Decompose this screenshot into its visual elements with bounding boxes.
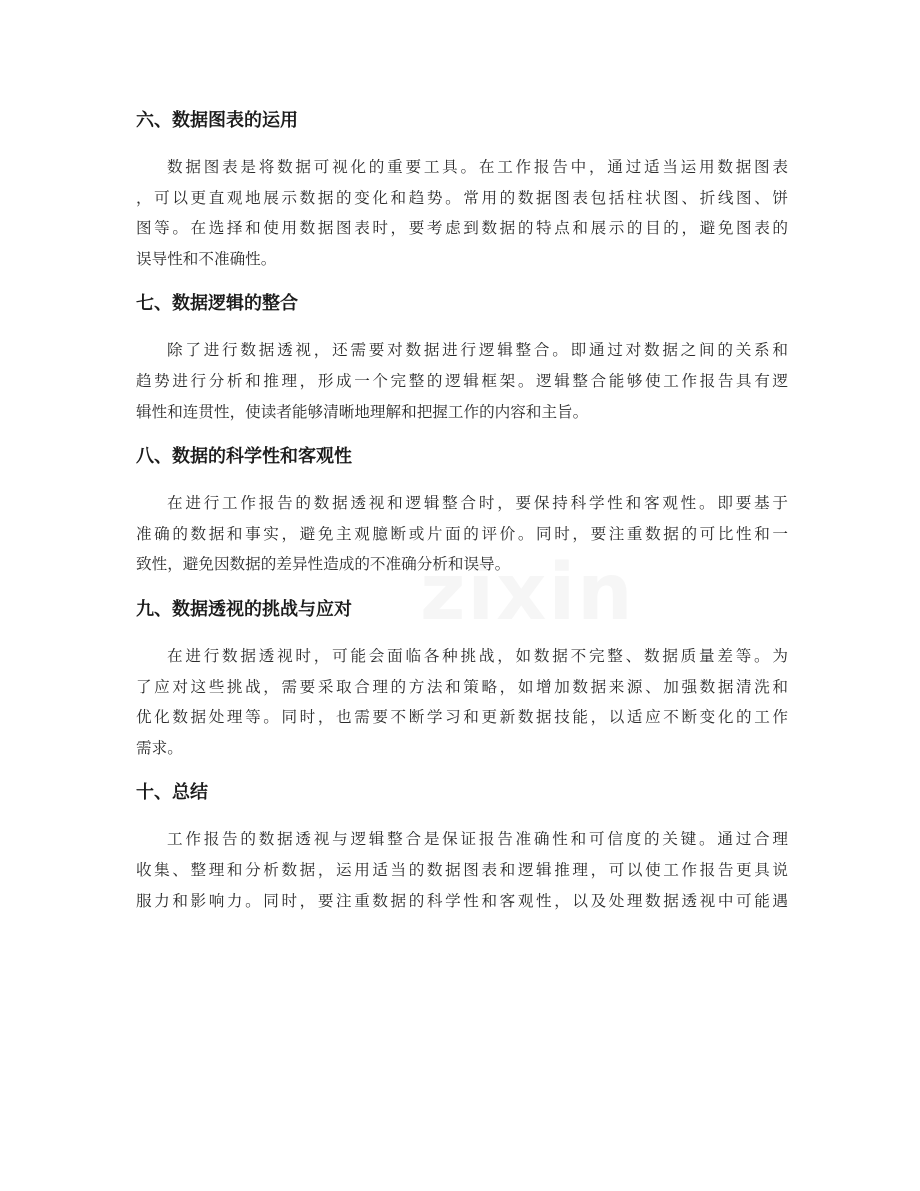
paragraph-line: 数据图表是将数据可视化的重要工具。在工作报告中，通过适当运用数据图表 — [167, 158, 788, 176]
paragraph-line: 服力和影响力。同时，要注重数据的科学性和客观性，以及处理数据透视中可能遇 — [136, 891, 788, 910]
section-paragraph — [136, 824, 788, 916]
paragraph-line: 优化数据处理等。同时，也需要不断学习和更新数据技能，以适应不断变化的工作 — [136, 708, 788, 727]
paragraph-line: 准确的数据和事实，避免主观臆断或片面的评价。同时，要注重数据的可比性和一 — [136, 524, 788, 543]
section-heading: 六、数据图表的运用 — [136, 110, 298, 131]
section-heading: 十、总结 — [136, 782, 208, 804]
paragraph-line: 辑性和连贯性，使读者能够清晰地理解和把握工作的内容和主旨。 — [136, 402, 589, 421]
paragraph-line: 致性，避免因数据的差异性造成的不准确分析和误导。 — [136, 555, 511, 574]
paragraph-line: 收集、整理和分析数据，运用适当的数据图表和逻辑推理，可以使工作报告更具说 — [136, 860, 788, 879]
paragraph-line: 在进行数据透视时，可能会面临各种挑战，如数据不完整、数据质量差等。为 — [167, 646, 788, 665]
paragraph-line: 了应对这些挑战，需要采取合理的方法和策略，如增加数据来源、加强数据清洗和 — [136, 677, 788, 696]
paragraph-line: 在进行工作报告的数据透视和逻辑整合时，要保持科学性和客观性。即要基于 — [167, 494, 788, 513]
section-paragraph — [136, 335, 788, 427]
document-body — [136, 106, 788, 931]
section-5 — [136, 778, 788, 916]
paragraph-line: 图等。在选择和使用数据图表时，要考虑到数据的特点和展示的目的，避免图表的 — [136, 219, 788, 238]
section-heading: 八、数据的科学性和客观性 — [136, 446, 352, 468]
section-2 — [136, 289, 788, 427]
paragraph-line: 工作报告的数据透视与逻辑整合是保证报告准确性和可信度的关键。通过合理 — [167, 830, 788, 849]
paragraph-line: 趋势进行分析和推理，形成一个完整的逻辑框架。逻辑整合能够使工作报告具有逻 — [136, 371, 788, 390]
section-heading: 九、数据透视的挑战与应对 — [136, 598, 352, 620]
section-paragraph — [136, 641, 788, 763]
paragraph-line: 需求。 — [136, 738, 183, 757]
paragraph-line: 除了进行数据透视，还需要对数据进行逻辑整合。即通过对数据之间的关系和 — [167, 341, 788, 360]
paragraph-line: ，可以更直观地展示数据的变化和趋势。常用的数据图表包括柱状图、折线图、饼 — [136, 188, 788, 207]
section-3 — [136, 442, 788, 580]
section-paragraph — [136, 152, 788, 274]
section-paragraph — [136, 488, 788, 580]
section-heading: 七、数据逻辑的整合 — [136, 293, 298, 315]
watermark: zixin — [420, 548, 635, 638]
section-1 — [136, 106, 788, 274]
paragraph-line: 误导性和不准确性。 — [136, 249, 277, 268]
section-4 — [136, 595, 788, 763]
